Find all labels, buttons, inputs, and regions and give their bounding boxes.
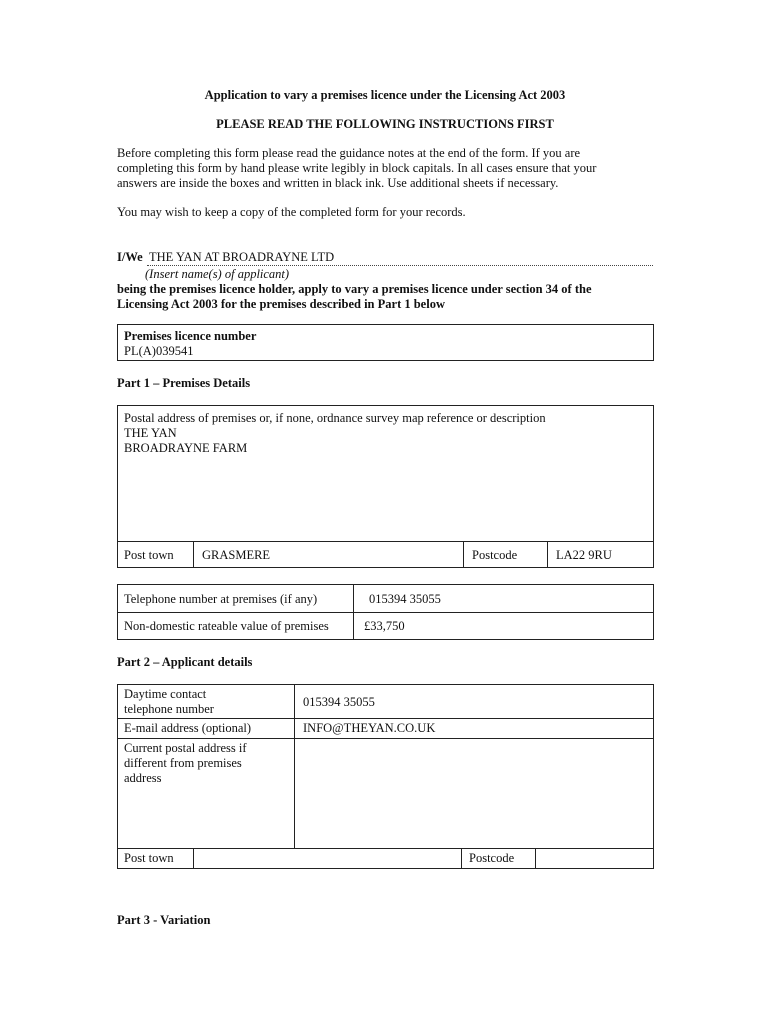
post-town-label: Post town (124, 548, 174, 562)
statement-line: being the premises licence holder, apply to vary a premises licence under section 34 of the (117, 282, 592, 296)
cell-divider (547, 541, 548, 568)
licence-number-label: Premises licence number (124, 329, 257, 343)
applicant-name-hint: (Insert name(s) of applicant) (145, 267, 290, 281)
cell-divider (193, 541, 194, 568)
cell-divider (353, 584, 354, 640)
licence-number-field[interactable]: PL(A)039541 (124, 344, 194, 358)
daytime-phone-label (124, 687, 214, 717)
instructions-heading: PLEASE READ THE FOLLOWING INSTRUCTIONS FIRST (216, 117, 554, 131)
intro-line: Before completing this form please read the guidance notes at the end of the form. If you are (117, 146, 581, 160)
daytime-phone-label-line: telephone number (124, 702, 214, 716)
applicant-postcode-field[interactable] (537, 850, 652, 868)
applicant-postcode-label: Postcode (469, 851, 515, 865)
rateable-value-label: Non-domestic rateable value of premises (124, 619, 329, 633)
premises-address-box (117, 405, 654, 568)
current-address-label-line: address (124, 771, 162, 785)
cell-divider (463, 541, 464, 568)
email-label: E-mail address (optional) (124, 721, 252, 735)
postcode-label: Postcode (472, 548, 518, 562)
telephone-label: Telephone number at premises (if any) (124, 592, 318, 606)
postcode-field[interactable]: LA22 9RU (556, 548, 612, 562)
premises-address-line2[interactable]: BROADRAYNE FARM (124, 441, 248, 455)
row-divider (117, 738, 654, 739)
part2-heading: Part 2 – Applicant details (117, 655, 253, 669)
row-divider (117, 718, 654, 719)
intro-line: completing this form by hand please write legibly in block capitals. In all cases ensure that your (117, 161, 597, 175)
email-field[interactable]: INFO@THEYAN.CO.UK (303, 721, 436, 735)
row-divider (117, 612, 654, 613)
row-divider (117, 848, 654, 849)
cell-divider (294, 684, 295, 848)
form-title: Application to vary a premises licence under the Licensing Act 2003 (204, 88, 566, 102)
premises-address-label: Postal address of premises or, if none, ordnance survey map reference or description (124, 411, 546, 425)
applicant-statement (117, 282, 657, 312)
cell-divider (535, 848, 536, 869)
post-town-field[interactable]: GRASMERE (202, 548, 271, 562)
part3-heading: Part 3 - Variation (117, 913, 211, 927)
statement-line: Licensing Act 2003 for the premises described in Part 1 below (117, 297, 445, 311)
keep-copy-note: You may wish to keep a copy of the completed form for your records. (117, 205, 466, 219)
applicant-post-town-field[interactable] (195, 850, 459, 868)
part1-heading: Part 1 – Premises Details (117, 376, 251, 390)
cell-divider (461, 848, 462, 869)
current-address-field[interactable] (296, 740, 652, 846)
current-address-label (124, 741, 247, 786)
daytime-phone-field[interactable]: 015394 35055 (303, 695, 375, 709)
applicant-prefix: I/We (117, 250, 143, 264)
daytime-phone-label-line: Daytime contact (124, 687, 207, 701)
applicant-name-underline (147, 265, 653, 266)
current-address-label-line: different from premises (124, 756, 242, 770)
intro-paragraph (117, 146, 657, 191)
rateable-value-field[interactable]: £33,750 (364, 619, 405, 633)
intro-line: answers are inside the boxes and written in black ink. Use additional sheets if necessary. (117, 176, 559, 190)
applicant-name-field[interactable]: THE YAN AT BROADRAYNE LTD (149, 250, 335, 264)
telephone-field[interactable]: 015394 35055 (369, 592, 441, 606)
premises-address-line1[interactable]: THE YAN (124, 426, 177, 440)
address-divider (117, 541, 654, 542)
applicant-post-town-label: Post town (124, 851, 174, 865)
current-address-label-line: Current postal address if (124, 741, 247, 755)
cell-divider (193, 848, 194, 869)
